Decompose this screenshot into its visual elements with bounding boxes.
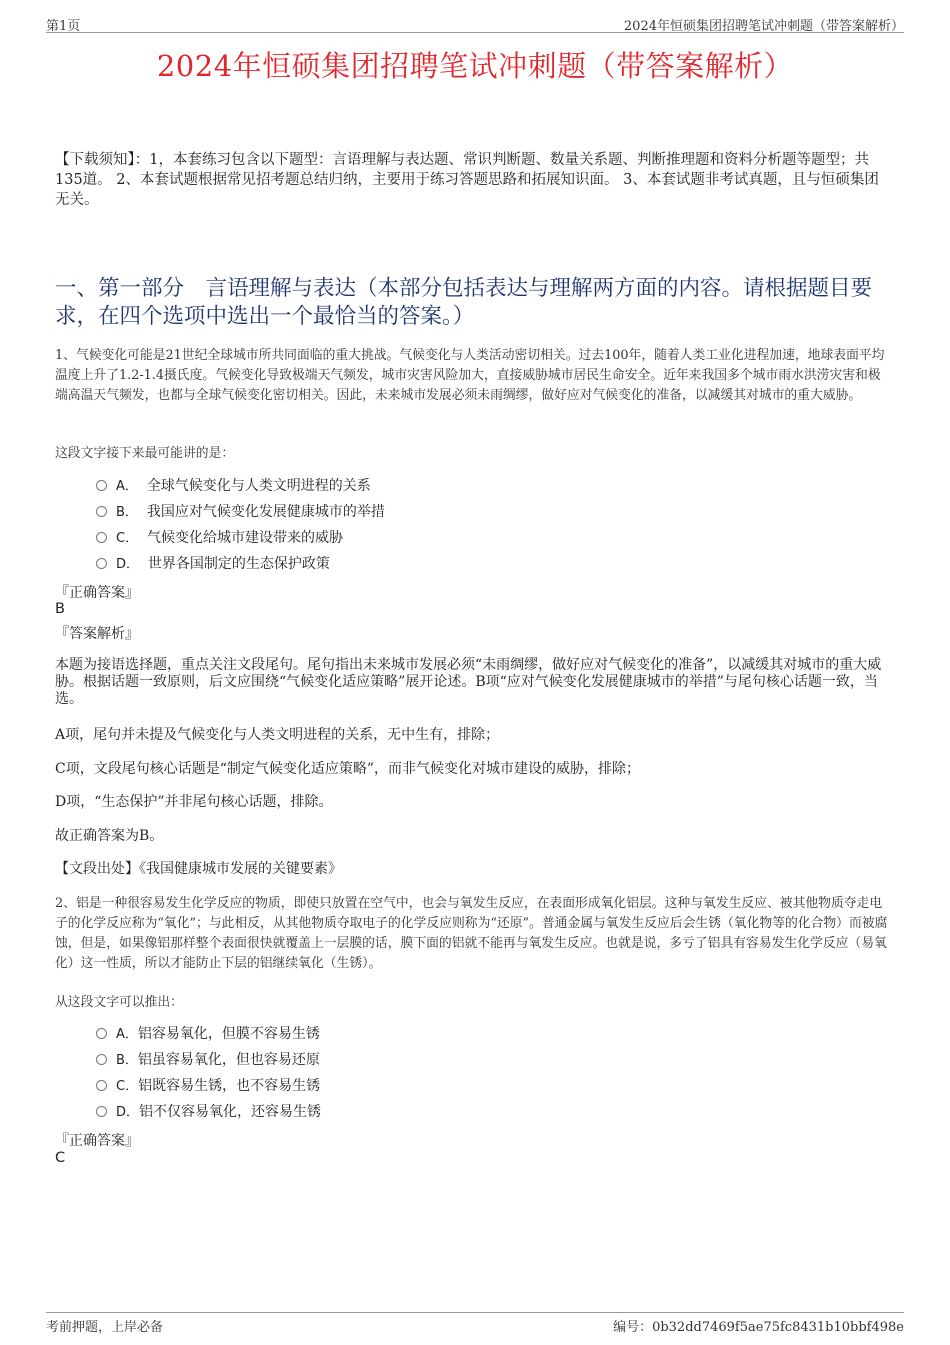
- section-title: 一、第一部分 言语理解与表达（本部分包括表达与理解两方面的内容。请根据题目要求，在四个选项中选出一个最恰当的答案。）: [55, 276, 873, 329]
- question-1-conclusion: 故正确答案为B。: [55, 828, 164, 844]
- question-2-option-c[interactable]: C．铝既容易生锈，也不容易生锈: [96, 1076, 321, 1102]
- radio-icon[interactable]: [96, 1080, 107, 1091]
- question-1-prompt: 这段文字接下来最可能讲的是：: [55, 446, 235, 461]
- radio-icon[interactable]: [96, 1028, 107, 1039]
- document-title: 2024年恒硕集团招聘笔试冲刺题（带答案解析）: [156, 49, 794, 83]
- question-1-option-d[interactable]: D． 世界各国制定的生态保护政策: [96, 554, 385, 580]
- question-1-analysis-a: A项，尾句并未提及气候变化与人类文明进程的关系，无中生有，排除；: [55, 727, 500, 743]
- question-1-analysis-c: C项，文段尾句核心话题是“制定气候变化适应策略”，而非气候变化对城市建设的威胁，排除；: [55, 761, 641, 777]
- footer-code: 编号：0b32dd7469f5ae75fc8431b10bbf498e: [613, 1320, 904, 1335]
- question-1-analysis-d: D项，“生态保护”并非尾句核心话题，排除。: [55, 794, 333, 810]
- footer-slogan: 考前押题，上岸必备: [46, 1320, 164, 1335]
- radio-icon[interactable]: [96, 506, 107, 517]
- question-1-stem: 1、气候变化可能是21世纪全球城市所共同面临的重大挑战。气候变化与人类活动密切相关。过去100年，随着人类工业化进程加速，地球表面平均温度上升了1.2-1.4摄氏度。气候变化导致极端天气频发，城市灾害风险加大，直接威胁城市居民生命安全。近年来我国多个城市雨水洪涝灾害和极端高温天气频发，也都与全球气候变化密切相关。因此，未来城市发展必须未雨绸缪，做好应对气候变化的准备，以减缓其对城市的重大威胁。: [55, 348, 885, 403]
- question-2-answer: C: [55, 1150, 66, 1166]
- question-1-option-b[interactable]: B． 我国应对气候变化发展健康城市的举措: [96, 502, 385, 528]
- question-2-stem: 2、铝是一种很容易发生化学反应的物质，即使只放置在空气中，也会与氧发生反应，在表面形成氧化铝层。这种与氧发生反应、被其他物质夺走电子的化学反应称为“氧化”；与此相反，从其他物质夺取电子的化学反应则称为“还原”。普通金属与氧发生反应后会生锈（氧化物等的化合物）而被腐蚀，但是，如果像铝那样整个表面很快就覆盖上一层膜的话，膜下面的铝就不能再与氧发生反应。也就是说，多亏了铝具有容易发生化学反应（易氧化）这一性质，所以才能防止下层的铝继续氧化（生锈）。: [55, 896, 888, 971]
- question-2-option-d[interactable]: D．铝不仅容易氧化，还容易生锈: [96, 1102, 321, 1128]
- question-2-options: [96, 1024, 321, 1128]
- question-1-analysis-label: 『答案解析』: [55, 626, 139, 642]
- page-number: 第1页: [46, 19, 81, 34]
- question-1-answer: B: [55, 601, 65, 617]
- radio-icon[interactable]: [96, 532, 107, 543]
- radio-icon[interactable]: [96, 1054, 107, 1065]
- question-1-source: 【文段出处】《我国健康城市发展的关键要素》: [55, 861, 342, 877]
- radio-icon[interactable]: [96, 480, 107, 491]
- question-1-options: [96, 476, 385, 580]
- question-2-option-b[interactable]: B．铝虽容易氧化，但也容易还原: [96, 1050, 321, 1076]
- radio-icon[interactable]: [96, 558, 107, 569]
- question-2-prompt: 从这段文字可以推出：: [55, 995, 183, 1010]
- radio-icon[interactable]: [96, 1106, 107, 1117]
- question-2-option-a[interactable]: A．铝容易氧化，但膜不容易生锈: [96, 1024, 321, 1050]
- question-1-option-a[interactable]: A． 全球气候变化与人类文明进程的关系: [96, 476, 385, 502]
- question-1-option-c[interactable]: C． 气候变化给城市建设带来的威胁: [96, 528, 385, 554]
- page-footer: [46, 1312, 904, 1335]
- header-doc-title: 2024年恒硕集团招聘笔试冲刺题（带答案解析）: [623, 19, 904, 34]
- page-header: [46, 12, 904, 33]
- question-1-analysis-main: 本题为接语选择题，重点关注文段尾句。尾句指出未来城市发展必须“未雨绸缪，做好应对气候变化的准备”，以减缓其对城市的重大威胁。根据话题一致原则，后文应围绕“气候变化适应策略”展开论述。B项“应对气候变化发展健康城市的举措”与尾句核心话题一致，当选。: [55, 657, 882, 707]
- question-2-answer-label: 『正确答案』: [55, 1133, 139, 1149]
- question-1-answer-label: 『正确答案』: [55, 585, 139, 601]
- download-notice: 【下载须知】：1，本套练习包含以下题型：言语理解与表达题、常识判断题、数量关系题、判断推理题和资料分析题等题型；共135道。 2、本套试题根据常见招考题总结归纳，主要用于练习答题思路和拓展知识面。 3、本套试题非考试真题，且与恒硕集团无关。: [55, 152, 879, 208]
